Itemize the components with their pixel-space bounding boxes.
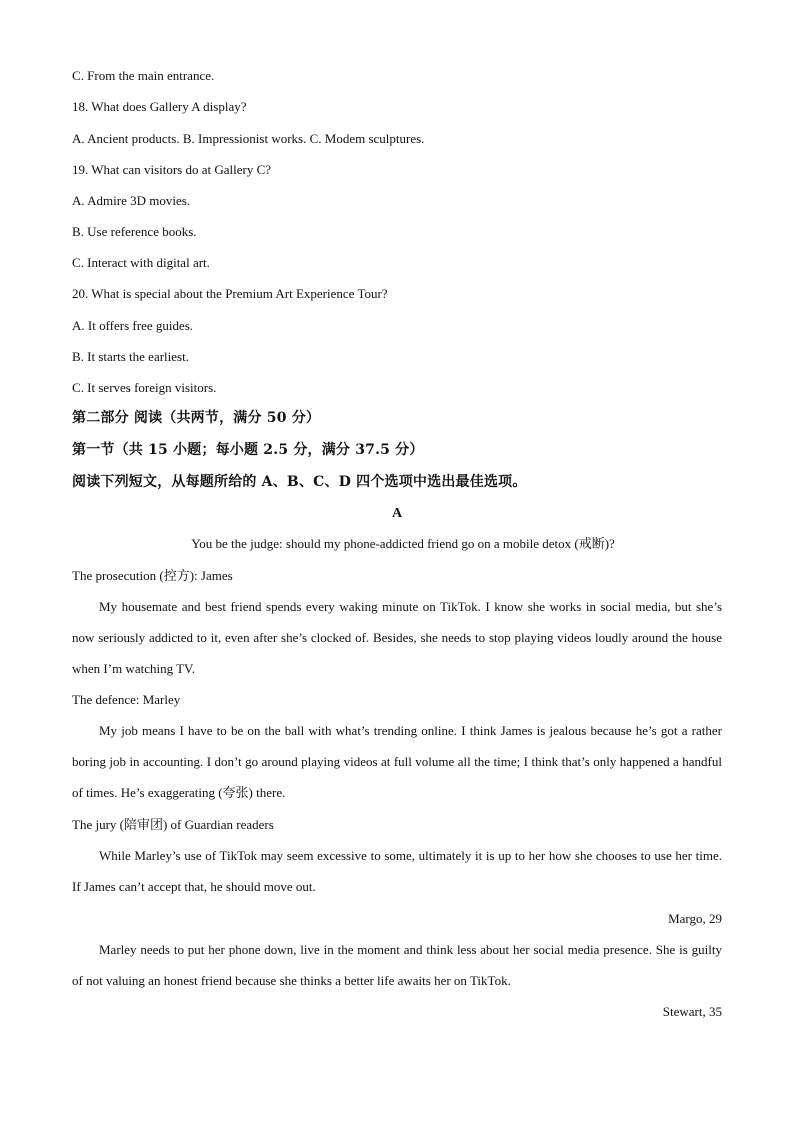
q20-option-c: C. It serves foreign visitors. [72, 380, 217, 395]
defence-text: My job means I have to be on the ball with what’s trending online. I think James is jealous because he’s got a rather boring job in accounting. I don’t go around playing videos at full volume all the time; I think that’s only happened a handful of times. He’s exaggerating (夸张) there. [72, 723, 722, 800]
passage-title: You be the judge: should my phone-addicted friend go on a mobile detox (戒断)? [191, 536, 615, 551]
section-title: 第一节（共 15 小题；每小题 2.5 分，满分 37.5 分） [72, 442, 424, 458]
prosecution-paragraph [72, 591, 722, 684]
q19-option-c: C. Interact with digital art. [72, 255, 210, 270]
passage-label: A [391, 506, 403, 521]
part-title: 第二部分 阅读（共两节，满分 50 分） [72, 410, 321, 426]
q20-option-b: B. It starts the earliest. [72, 349, 189, 364]
jury-comment-2 [72, 934, 722, 996]
q19-option-b: B. Use reference books. [72, 224, 197, 239]
q18-question: 18. What does Gallery A display? [72, 99, 247, 114]
q20-question: 20. What is special about the Premium Art Experience Tour? [72, 286, 388, 301]
jury-comment-1-text: While Marley’s use of TikTok may seem excessive to some, ultimately it is up to her how she chooses to use her time. If James can’t accept that, he should move out. [72, 848, 722, 894]
q20-option-a: A. It offers free guides. [72, 318, 194, 333]
jury-comment-2-author: Stewart, 35 [662, 1004, 722, 1019]
defence-paragraph [72, 715, 722, 808]
q18-options: A. Ancient products. B. Impressionist works. C. Modem sculptures. [72, 131, 425, 146]
q17-option-c: C. From the main entrance. [72, 68, 215, 83]
jury-comment-2-text: Marley needs to put her phone down, live in the moment and think less about her social media presence. She is guilty of not valuing an honest friend because she thinks a better life awaits her on TikTok. [72, 942, 722, 988]
q19-question: 19. What can visitors do at Gallery C? [72, 162, 272, 177]
prosecution-text: My housemate and best friend spends every waking minute on TikTok. I know she works in social media, but she’s now seriously addicted to it, even after she’s clocked of. Besides, she needs to stop playing videos loudly around the house when I’m watching TV. [72, 599, 722, 676]
reading-instructions: 阅读下列短文，从每题所给的 A、B、C、D 四个选项中选出最佳选项。 [72, 474, 527, 490]
jury-heading: The jury (陪审团) of Guardian readers [72, 817, 274, 832]
defence-heading: The defence: Marley [72, 692, 181, 707]
prosecution-heading: The prosecution (控方): James [72, 568, 233, 583]
jury-comment-1 [72, 840, 722, 902]
q19-option-a: A. Admire 3D movies. [72, 193, 191, 208]
jury-comment-1-author: Margo, 29 [668, 911, 722, 926]
